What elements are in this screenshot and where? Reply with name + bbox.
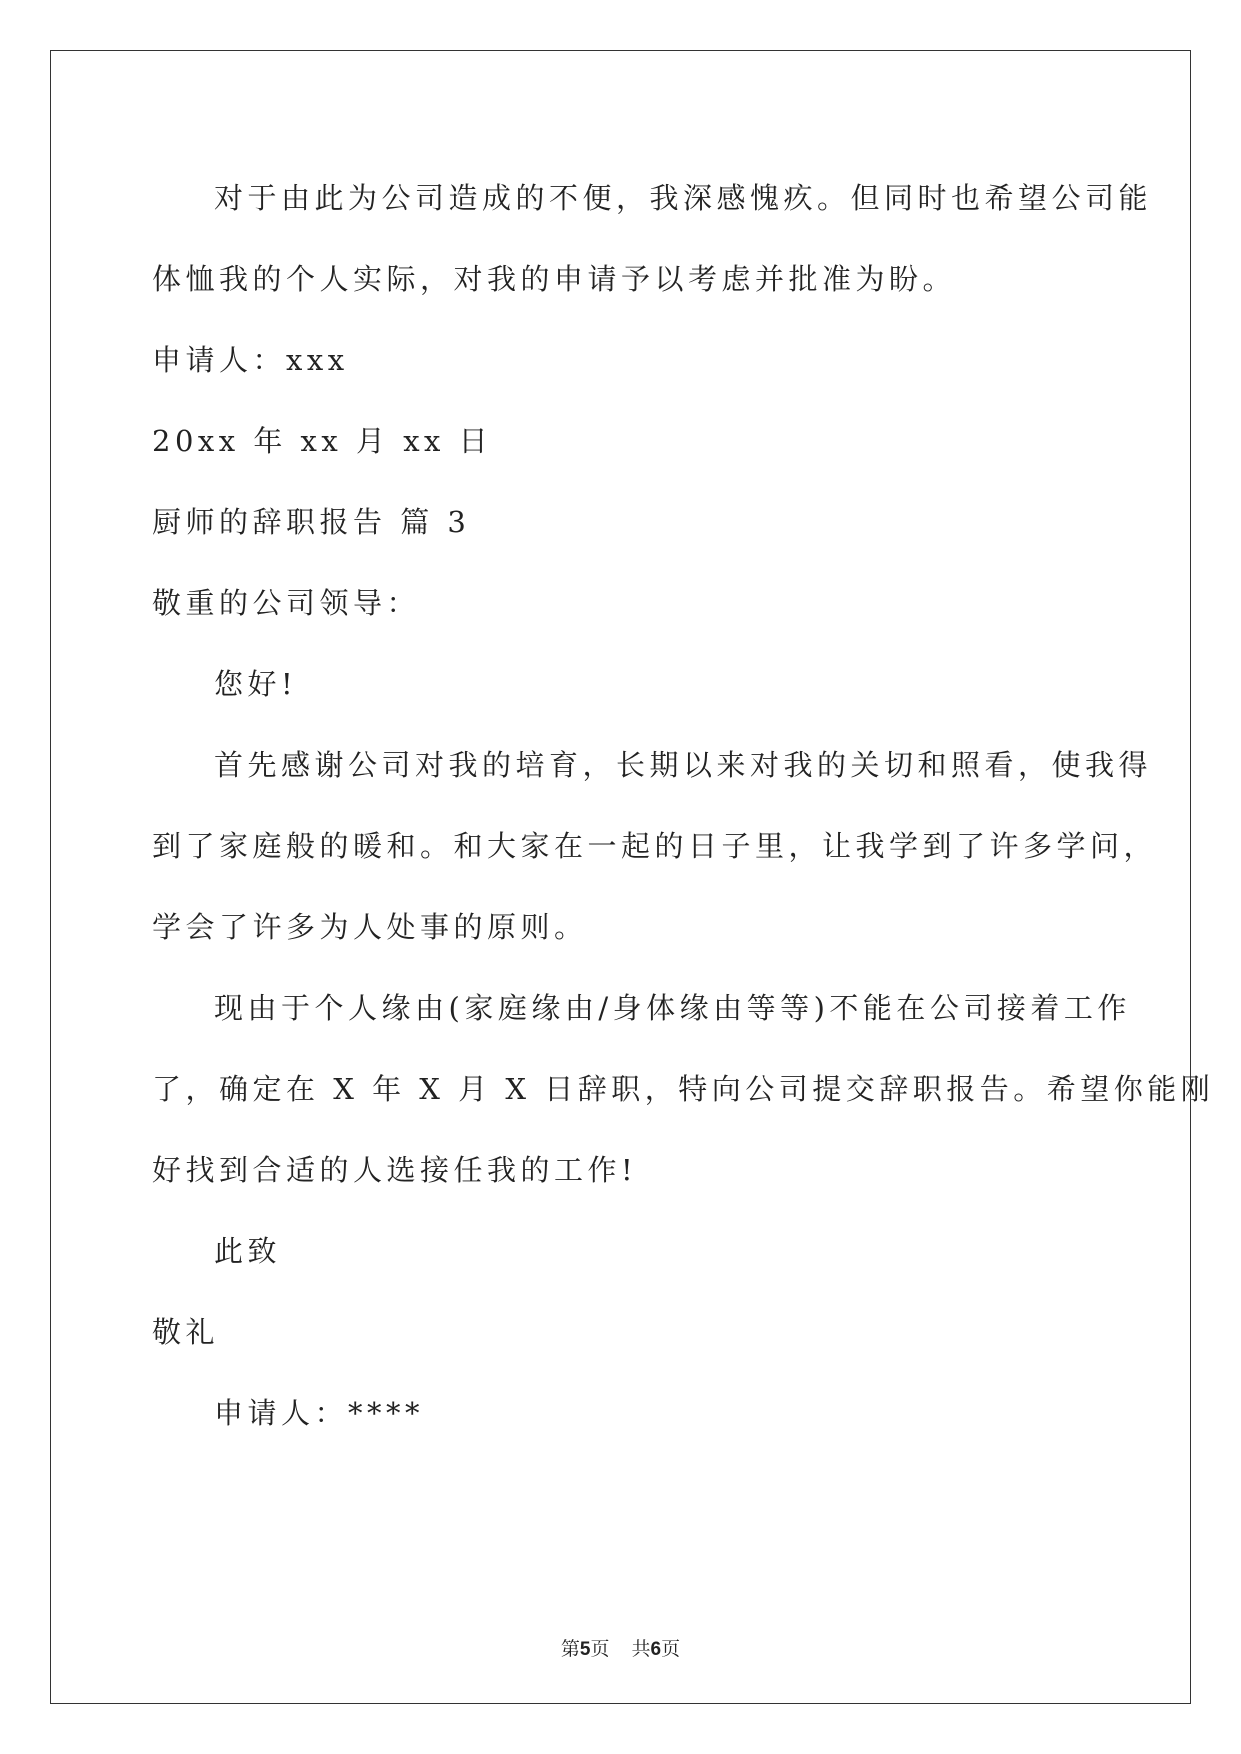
- page-footer: [0, 1634, 1241, 1661]
- section-title: 厨师的辞职报告 篇 3: [152, 505, 471, 539]
- paragraph-line: 现由于个人缘由(家庭缘由/身体缘由等等)不能在公司接着工作: [214, 991, 1131, 1025]
- paragraph-line: 了，确定在 X 年 X 月 X 日辞职，特向公司提交辞职报告。希望你能刚: [152, 1072, 1215, 1106]
- paragraph-line: 好找到合适的人选接任我的工作!: [152, 1153, 638, 1187]
- applicant-line: 申请人：****: [214, 1396, 425, 1430]
- total-suffix: 页: [661, 1638, 681, 1660]
- page-prefix: 第: [560, 1638, 580, 1660]
- page-mid: 页: [590, 1638, 610, 1660]
- page-current: 5: [579, 1639, 591, 1660]
- closing-line: 此致: [214, 1234, 282, 1268]
- total-prefix: 共: [631, 1638, 651, 1660]
- document-body: [152, 158, 1215, 1454]
- salutation: 敬重的公司领导：: [152, 586, 421, 620]
- closing-line: 敬礼: [152, 1315, 220, 1349]
- applicant-line: 申请人：xxx: [152, 343, 349, 377]
- paragraph-line: 到了家庭般的暖和。和大家在一起的日子里，让我学到了许多学问，: [152, 829, 1158, 863]
- paragraph-line: 学会了许多为人处事的原则。: [152, 910, 588, 944]
- paragraph-line: 对于由此为公司造成的不便，我深感愧疚。但同时也希望公司能: [214, 181, 1153, 215]
- greeting: 您好!: [214, 667, 298, 701]
- paragraph-line: 首先感谢公司对我的培育，长期以来对我的关切和照看，使我得: [214, 748, 1153, 782]
- paragraph-line: 体恤我的个人实际，对我的申请予以考虑并批准为盼。: [152, 262, 957, 296]
- page-total: 6: [650, 1639, 662, 1660]
- date-line: 20xx 年 xx 月 xx 日: [152, 424, 493, 458]
